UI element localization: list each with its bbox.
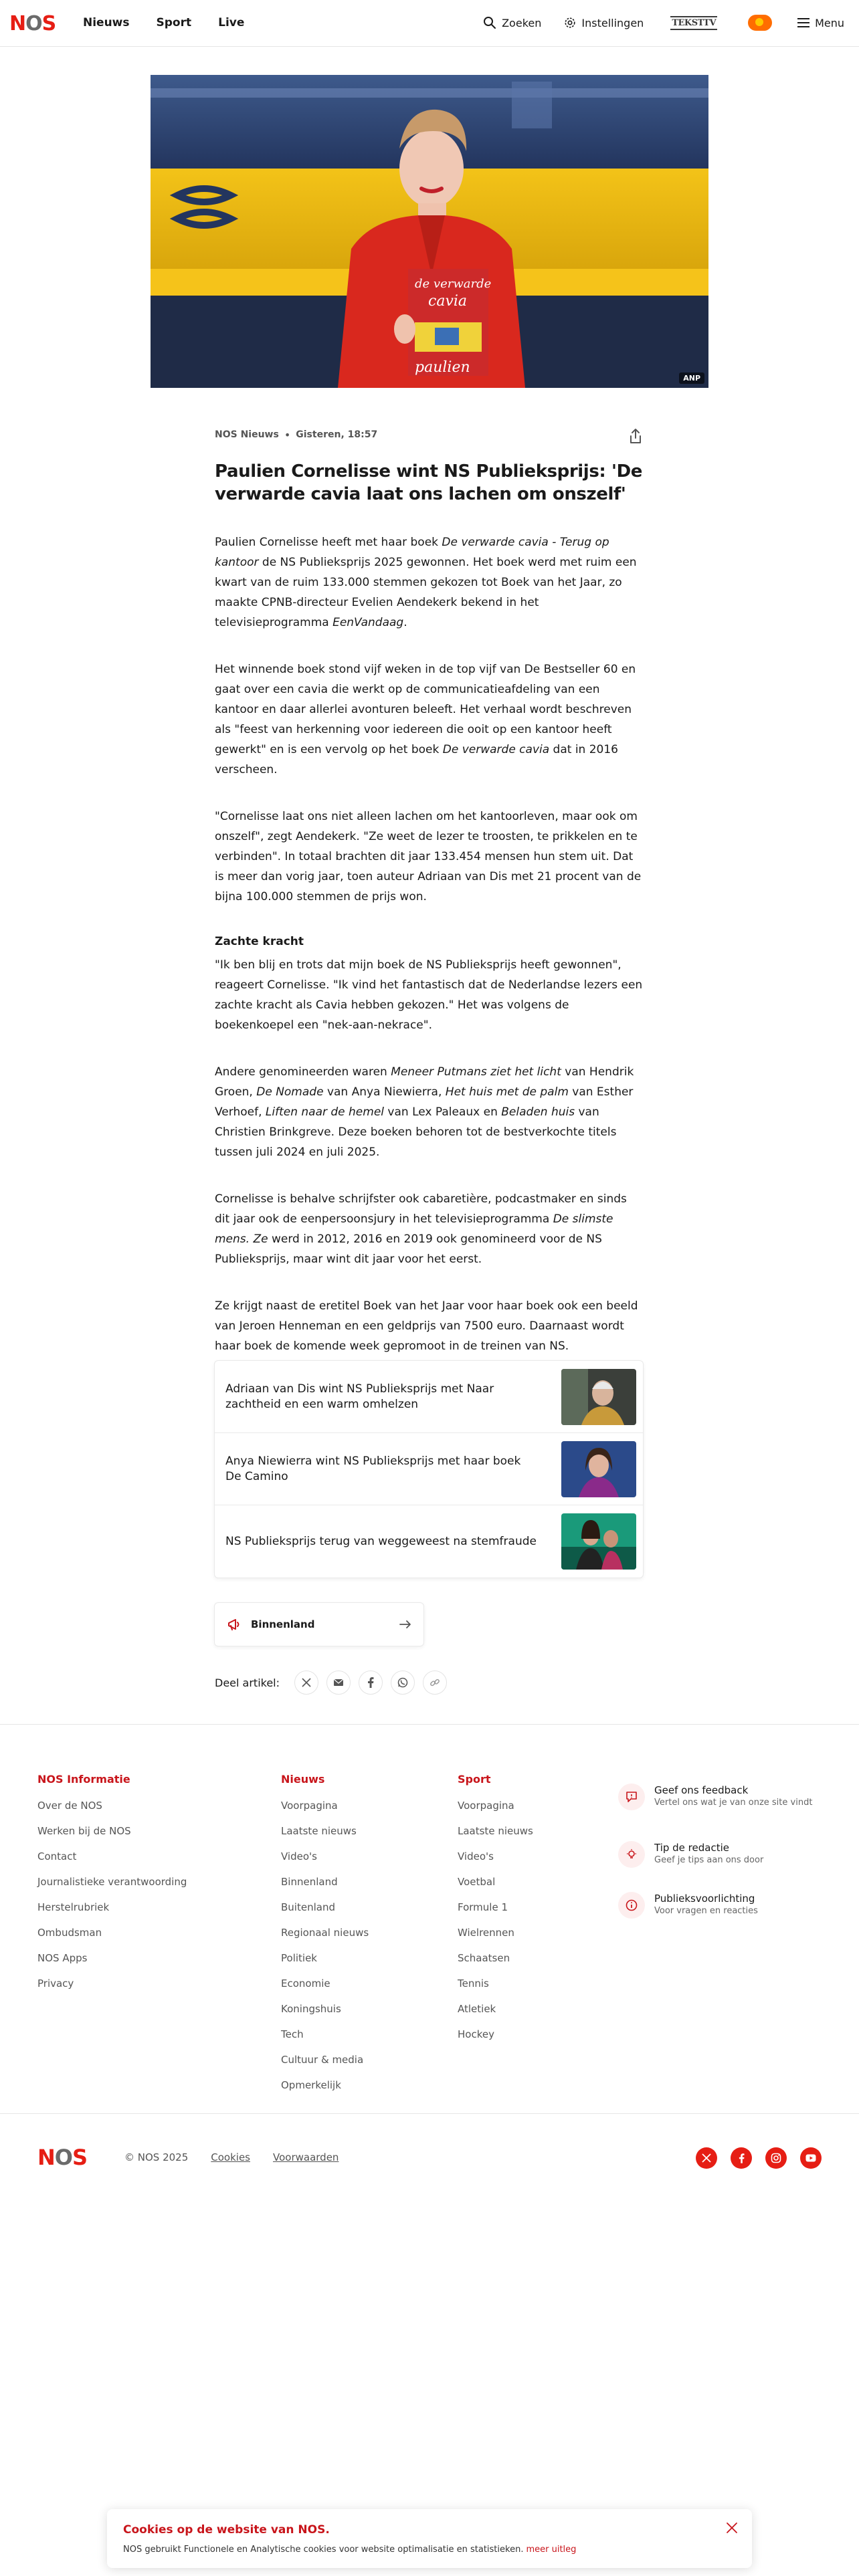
bottom-bar xyxy=(0,2113,859,2202)
related-article[interactable] xyxy=(215,1361,643,1433)
book-title: De verwarde cavia - Terug op kantoor xyxy=(215,536,609,569)
footer-link[interactable]: Over de NOS xyxy=(37,1800,102,1812)
cookie-title: Cookies op de website van NOS. xyxy=(123,2523,330,2537)
related-article-thumbnail xyxy=(561,1369,636,1425)
footer-link[interactable]: Werken bij de NOS xyxy=(37,1825,131,1837)
lightbulb-icon xyxy=(626,1848,638,1860)
related-article[interactable] xyxy=(215,1505,643,1578)
footer-link[interactable]: Opmerkelijk xyxy=(281,2079,341,2091)
terms-link[interactable]: Voorwaarden xyxy=(273,2151,339,2163)
social-facebook-button[interactable] xyxy=(731,2147,752,2169)
book-cover-text-1: de verwarde xyxy=(415,277,492,291)
tip-sub: Geef je tips aan ons door xyxy=(654,1855,764,1865)
nav-live[interactable]: Live xyxy=(218,16,245,29)
cookie-text: NOS gebruikt Functionele en Analytische cookies voor website optimalisatie en statistieken. meer uitleg xyxy=(123,2545,577,2555)
footer-heading: NOS Informatie xyxy=(37,1773,130,1786)
paragraph-2: Het winnende boek stond vijf weken in de top vijf van De Bestseller 60 en gaat over een cavia die werkt op de communicatieafdeling van een kantoor en daar allerlei avonturen beleeft. Het verhaal wordt beschreven als "feest van herkenning voor iedereen die ooit op een kantoor heeft gewerkt" en is een vervolg op het boek De verwarde cavia dat in 2016 verscheen. xyxy=(215,663,636,776)
footer-link[interactable]: Voorpagina xyxy=(458,1800,514,1812)
footer-link[interactable]: Journalistieke verantwoording xyxy=(37,1876,187,1888)
footer-col-nieuws xyxy=(281,1773,369,2104)
footer-link[interactable]: Contact xyxy=(37,1850,77,1862)
article xyxy=(215,428,643,1356)
feedback-text xyxy=(654,1784,848,1810)
article-title: Paulien Cornelisse wint NS Publieksprijs: 'De verwarde cavia laat ons lachen om onszelf' xyxy=(215,461,643,504)
footer-heading: Sport xyxy=(458,1773,491,1786)
nav-nieuws[interactable]: Nieuws xyxy=(83,16,130,29)
whatsapp-icon xyxy=(397,1677,408,1688)
share-link-button[interactable] xyxy=(423,1671,447,1695)
feedback-icon-wrap xyxy=(618,1784,645,1810)
search-button[interactable] xyxy=(483,16,541,29)
share-row xyxy=(215,1671,455,1695)
footer-link[interactable]: Video's xyxy=(458,1850,494,1862)
settings-button[interactable] xyxy=(564,17,644,29)
related-articles xyxy=(214,1360,644,1578)
share-email-button[interactable] xyxy=(326,1671,351,1695)
footer-link[interactable]: Laatste nieuws xyxy=(281,1825,357,1837)
gear-icon xyxy=(564,17,576,29)
hero-photo xyxy=(151,75,708,388)
info-sub: Voor vragen en reacties xyxy=(654,1906,758,1916)
meta-separator: • xyxy=(284,428,291,441)
article-source: NOS Nieuws xyxy=(215,429,279,440)
footer-link[interactable]: Schaatsen xyxy=(458,1952,510,1964)
info-icon-wrap xyxy=(618,1892,645,1919)
paragraph-3: "Cornelisse laat ons niet alleen lachen om het kantoorleven, maar ook om onszelf", zegt Aendekerk. "Ze weet de lezer te troosten, te prikkelen en te verbinden". In totaal brachten dit jaar 133.454 mensen hun stem uit. Dat is meer dan vorig jaar, toen auteur Adriaan van Dis met 21 procent van de bijna 100.000 stemmen de prijs won. xyxy=(215,810,642,903)
paragraph-1: Paulien Cornelisse heeft met haar boek De verwarde cavia - Terug op kantoor de NS Publieksprijs 2025 gewonnen. Het boek werd met ruim een kwart van de ruim 133.000 stemmen gekozen tot Boek van het Jaar, zo maakte CPNB-directeur Evelien Aendekerk bekend in het televisieprogramma EenVandaag. xyxy=(215,536,637,629)
footer-link[interactable]: Tech xyxy=(281,2028,304,2040)
share-x-button[interactable] xyxy=(294,1671,318,1695)
cookie-more-info-link[interactable]: meer uitleg xyxy=(526,2545,577,2555)
footer-col-info xyxy=(37,1773,187,2002)
footer-link[interactable]: Herstelrubriek xyxy=(37,1901,110,1913)
header-actions xyxy=(483,15,844,31)
mail-icon xyxy=(333,1679,344,1687)
feedback-link[interactable] xyxy=(618,1784,848,1810)
x-icon xyxy=(302,1678,311,1687)
legal-links xyxy=(124,2151,339,2163)
paragraph-7: Ze krijgt naast de eretitel Boek van het Jaar voor haar boek ook een beeld van Jeroen Henneman en een geldprijs van 7500 euro. Daarnaast wordt haar boek de komende week gepromoot in de treinen van NS. xyxy=(215,1299,638,1353)
info-icon xyxy=(626,1899,638,1911)
feedback-title: Geef ons feedback xyxy=(654,1784,749,1796)
social-links xyxy=(682,2147,822,2169)
related-article[interactable] xyxy=(215,1433,643,1505)
facebook-icon xyxy=(739,2153,745,2163)
nos-logo[interactable]: NOS xyxy=(9,12,56,35)
subheading: Zachte kracht xyxy=(215,935,304,948)
footer-link[interactable]: NOS Apps xyxy=(37,1952,88,1964)
book-title: De verwarde cavia xyxy=(442,743,550,756)
info-text xyxy=(654,1892,848,1919)
related-article-thumbnail xyxy=(561,1513,636,1570)
related-article-title: NS Publieksprijs terug van weggeweest na stemfraude xyxy=(225,1534,537,1548)
share-facebook-button[interactable] xyxy=(359,1671,383,1695)
footer-link[interactable]: Economie xyxy=(281,1977,330,1990)
footer-link[interactable]: Regionaal nieuws xyxy=(281,1927,369,1939)
footer-link[interactable]: Formule 1 xyxy=(458,1901,508,1913)
footer-link[interactable]: Buitenland xyxy=(281,1901,335,1913)
link-icon xyxy=(430,1677,440,1688)
footer-link[interactable]: Atletiek xyxy=(458,2003,496,2015)
tip-link[interactable] xyxy=(618,1841,848,1868)
category-left xyxy=(227,1617,314,1632)
book-cover-text-2: cavia xyxy=(428,293,468,310)
main-nav xyxy=(83,16,271,29)
footer-link[interactable]: Voetbal xyxy=(458,1876,496,1888)
share-label: Deel artikel: xyxy=(215,1676,280,1689)
tip-icon-wrap xyxy=(618,1841,645,1868)
social-youtube-button[interactable] xyxy=(800,2147,822,2169)
megaphone-icon xyxy=(227,1617,242,1632)
footer-link[interactable]: Video's xyxy=(281,1850,317,1862)
menu-button[interactable] xyxy=(797,17,844,29)
footer-link[interactable]: Tennis xyxy=(458,1977,489,1990)
category-link-binnenland[interactable] xyxy=(214,1602,424,1646)
close-icon xyxy=(725,2521,739,2535)
article-date: Gisteren, 18:57 xyxy=(296,429,378,440)
related-article-thumbnail xyxy=(561,1441,636,1497)
related-article-title: Adriaan van Dis wint NS Publieksprijs met Naar zachtheid en een warm omhelzen xyxy=(225,1382,494,1411)
photo-credit: ANP xyxy=(679,372,704,384)
copyright: © NOS 2025 xyxy=(124,2151,189,2163)
footer-link[interactable]: Hockey xyxy=(458,2028,494,2040)
social-instagram-button[interactable] xyxy=(765,2147,787,2169)
chat-icon xyxy=(626,1791,638,1803)
info-link[interactable] xyxy=(618,1892,848,1919)
cookie-banner xyxy=(107,2509,752,2568)
related-article-title: Anya Niewierra wint NS Publieksprijs met haar boek De Camino xyxy=(225,1454,521,1483)
share-icon xyxy=(628,428,643,444)
search-label: Zoeken xyxy=(502,16,542,29)
footer-link[interactable]: Binnenland xyxy=(281,1876,338,1888)
nav-sport[interactable]: Sport xyxy=(156,16,192,29)
footer-link[interactable]: Wielrennen xyxy=(458,1927,514,1939)
share-whatsapp-button[interactable] xyxy=(391,1671,415,1695)
footer-link[interactable]: Ombudsman xyxy=(37,1927,102,1939)
hero-image xyxy=(151,75,708,388)
info-title: Publieksvoorlichting xyxy=(654,1893,755,1905)
program-title: EenVandaag xyxy=(332,616,404,629)
cookie-close-button[interactable] xyxy=(725,2521,739,2535)
paragraph-5: Andere genomineerden waren Meneer Putmans ziet het licht van Hendrik Groen, De Nomade van Anya Niewierra, Het huis met de palm van Esther Verhoef, Liften naar de hemel van Lex Paleaux en Beladen huis van Christien Brinkgreve. Deze boeken behoren tot de bestverkochte titels tussen juli 2024 en juli 2025. xyxy=(215,1065,634,1159)
site-header xyxy=(0,0,859,47)
category-label: Binnenland xyxy=(251,1618,315,1630)
footer-link[interactable]: Koningshuis xyxy=(281,2003,341,2015)
npo-start-icon[interactable] xyxy=(748,15,772,31)
facebook-icon xyxy=(367,1677,374,1688)
footer-col-sport xyxy=(458,1773,533,2053)
teletekst-logo[interactable]: TEKSTTV xyxy=(670,16,717,30)
settings-label: Instellingen xyxy=(581,16,644,29)
footer-link[interactable]: Privacy xyxy=(37,1977,74,1990)
article-meta xyxy=(215,428,643,441)
share-button[interactable] xyxy=(628,428,643,444)
search-icon xyxy=(483,16,496,29)
feedback-sub: Vertel ons wat je van onze site vindt xyxy=(654,1798,813,1808)
instagram-icon xyxy=(771,2153,781,2163)
site-footer xyxy=(0,1724,859,2113)
paragraph-6: Cornelisse is behalve schrijfster ook cabaretière, podcastmaker en sinds dit jaar ook de eenpersoonsjury in het televisieprogramma De slimste mens. Ze werd in 2012, 2016 en 2019 ook genomineerd voor de NS Publieksprijs, maar wint dit jaar voor het eerst. xyxy=(215,1192,627,1266)
footer-nos-logo[interactable]: NOS xyxy=(37,2145,88,2170)
book-cover-text-3: paulien xyxy=(415,359,470,376)
tip-title: Tip de redactie xyxy=(654,1842,729,1854)
menu-label: Menu xyxy=(815,16,844,29)
footer-link[interactable]: Laatste nieuws xyxy=(458,1825,533,1837)
footer-heading: Nieuws xyxy=(281,1773,325,1786)
footer-link[interactable]: Cultuur & media xyxy=(281,2054,364,2066)
footer-link[interactable]: Voorpagina xyxy=(281,1800,338,1812)
hamburger-icon xyxy=(797,17,809,28)
paragraph-4: "Ik ben blij en trots dat mijn boek de NS Publieksprijs heeft gewonnen", reageert Cornelisse. "Ik vind het fantastisch dat de Nederlandse lezers een zachte kracht als Cavia hebben gekozen." Het was volgens de boekenkoepel een "nek-aan-nekrace". xyxy=(215,958,643,1032)
tip-text xyxy=(654,1841,848,1868)
cookies-link[interactable]: Cookies xyxy=(211,2151,250,2163)
social-x-button[interactable] xyxy=(696,2147,717,2169)
footer-link[interactable]: Politiek xyxy=(281,1952,317,1964)
youtube-icon xyxy=(805,2154,816,2162)
arrow-right-icon xyxy=(399,1620,411,1629)
x-icon xyxy=(702,2153,711,2163)
